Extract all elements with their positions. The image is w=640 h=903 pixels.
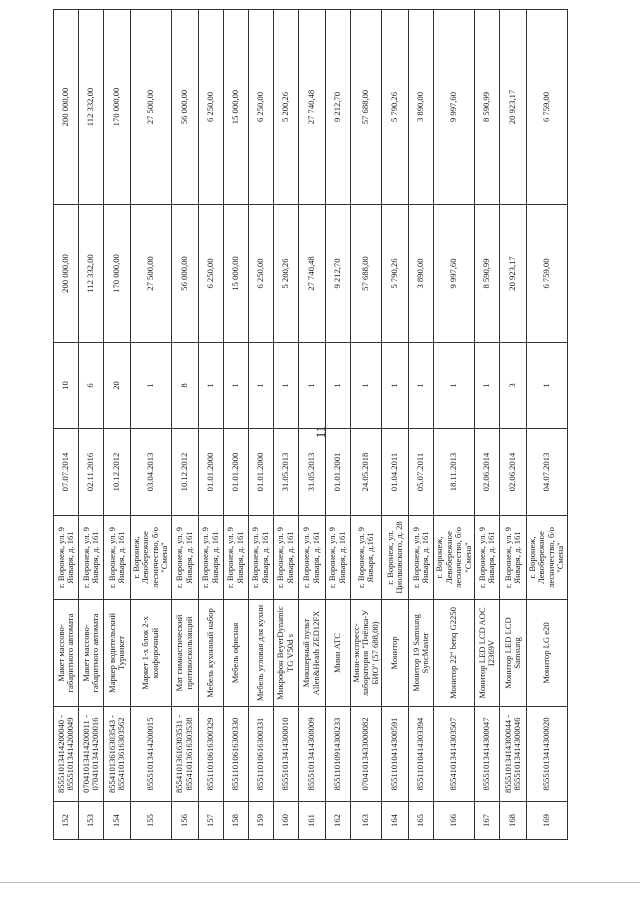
cell-price: 6 250,00 [198, 205, 223, 343]
cell-code: 07041013414200011 - 07041013414200016 [79, 707, 104, 802]
cell-address: г. Воронеж, ул. 9 Января, д. 161 [499, 516, 526, 600]
cell-date: 10.12.2012 [104, 429, 131, 516]
cell-num: 159 [248, 802, 273, 840]
cell-num: 169 [526, 802, 567, 840]
cell-name: Микрофон BeyerDynamic TG V50d s [273, 600, 298, 707]
cell-code: 85551013414300010 [273, 707, 298, 802]
cell-date: 01.04.2011 [382, 429, 409, 516]
cell-qty: 1 [198, 343, 223, 429]
cell-total: 200 000,00 [54, 10, 79, 205]
cell-address: г. Воронеж, Левобережное лесничество, б/о "Смена" [526, 516, 567, 600]
cell-date: 02.11.2016 [79, 429, 104, 516]
cell-qty: 1 [223, 343, 248, 429]
cell-qty: 1 [325, 343, 350, 429]
cell-address: г. Воронеж, ул. 9 Января, д.161 [350, 516, 381, 600]
table-row [79, 10, 104, 840]
cell-code: 07041013433000082 [350, 707, 381, 802]
cell-date: 05.07.2011 [409, 429, 434, 516]
cell-address: г. Воронеж, ул. 9 Января, д. 161 [171, 516, 198, 600]
cell-code: 85511010914300233 [325, 707, 350, 802]
cell-num: 164 [382, 802, 409, 840]
cell-code: 85511010616300330 [223, 707, 248, 802]
cell-address: г. Воронеж, Левобережное лесничество, б/о "Смена" [131, 516, 172, 600]
table-row [409, 10, 434, 840]
cell-date: 02.06.2014 [474, 429, 499, 516]
cell-price: 5 200,26 [273, 205, 298, 343]
cell-address: г. Воронеж, ул. Циолковского, д. 28 [382, 516, 409, 600]
cell-qty: 1 [298, 343, 325, 429]
cell-price: 57 688,00 [350, 205, 381, 343]
cell-qty: 1 [526, 343, 567, 429]
table-row [104, 10, 131, 840]
cell-code: 85511010616300329 [198, 707, 223, 802]
cell-total: 170 000,00 [104, 10, 131, 205]
cell-address: г. Воронеж, ул. 9 Января, д. 161 [325, 516, 350, 600]
cell-price: 6 759,00 [526, 205, 567, 343]
table-row [298, 10, 325, 840]
cell-date: 01.01.2000 [223, 429, 248, 516]
table-row [474, 10, 499, 840]
cell-name: Мини-экспресс-лаборатория "Пчёлка-У БИО" (57 688,00) [350, 600, 381, 707]
cell-total: 3 890,00 [409, 10, 434, 205]
cell-qty: 1 [350, 343, 381, 429]
cell-date: 24.05.2018 [350, 429, 381, 516]
cell-total: 6 250,00 [198, 10, 223, 205]
inventory-table [53, 9, 568, 840]
cell-address: г. Воронеж, ул. 9 Января, д. 161 [198, 516, 223, 600]
cell-price: 5 790,26 [382, 205, 409, 343]
table-row [526, 10, 567, 840]
cell-name: Монитор LED LCD AOC I2369V [474, 600, 499, 707]
table-row [499, 10, 526, 840]
cell-name: Монитор 19 Samsung SyncMaster [409, 600, 434, 707]
table-row [131, 10, 172, 840]
cell-qty: 1 [382, 343, 409, 429]
cell-name: Мебель кухонный набор [198, 600, 223, 707]
cell-price: 15 000,00 [223, 205, 248, 343]
cell-num: 168 [499, 802, 526, 840]
cell-qty: 20 [104, 343, 131, 429]
cell-qty: 1 [474, 343, 499, 429]
cell-qty: 3 [499, 343, 526, 429]
inventory-table-rotated [53, 10, 566, 840]
cell-total: 6 250,00 [248, 10, 273, 205]
cell-date: 01.01.2000 [248, 429, 273, 516]
cell-date: 02.06.2014 [499, 429, 526, 516]
cell-address: г. Воронеж, ул. 9 Января, д. 161 [298, 516, 325, 600]
cell-num: 166 [434, 802, 475, 840]
cell-name: Монитор LG e20 [526, 600, 567, 707]
cell-address: г. Воронеж, ул. 9 Января, д. 161 [54, 516, 79, 600]
table-row [223, 10, 248, 840]
cell-code: 85551013414300009 [298, 707, 325, 802]
table-row [325, 10, 350, 840]
cell-qty: 6 [79, 343, 104, 429]
cell-code: 85551013414200015 [131, 707, 172, 802]
cell-num: 160 [273, 802, 298, 840]
cell-num: 157 [198, 802, 223, 840]
table-row [434, 10, 475, 840]
cell-name: Маркер водительский Турникет [104, 600, 131, 707]
cell-code: 85551013414300044 - 85551013414300046 [499, 707, 526, 802]
cell-num: 161 [298, 802, 325, 840]
cell-date: 31.05.2013 [298, 429, 325, 516]
cell-num: 167 [474, 802, 499, 840]
cell-name: Макет массово-габаритного автомата [79, 600, 104, 707]
cell-address: г. Воронеж, ул. 9 Января, д. 161 [273, 516, 298, 600]
cell-qty: 1 [409, 343, 434, 429]
cell-qty: 10 [54, 343, 79, 429]
cell-total: 5 200,26 [273, 10, 298, 205]
cell-num: 158 [223, 802, 248, 840]
cell-price: 27 740,48 [298, 205, 325, 343]
cell-num: 154 [104, 802, 131, 840]
cell-code: 85511010616300331 [248, 707, 273, 802]
table-row [350, 10, 381, 840]
table-row [198, 10, 223, 840]
cell-total: 8 590,99 [474, 10, 499, 205]
page-number: 11 [313, 425, 328, 439]
cell-code: 85541013616303531 - 85541013616303538 [171, 707, 198, 802]
cell-date: 07.07.2014 [54, 429, 79, 516]
cell-code: 85551013414200040 - 85551013414200049 [54, 707, 79, 802]
table-row [248, 10, 273, 840]
cell-price: 6 250,00 [248, 205, 273, 343]
cell-address: г. Воронеж, ул. 9 Января, д. 161 [104, 516, 131, 600]
cell-qty: 1 [273, 343, 298, 429]
cell-total: 56 000,00 [171, 10, 198, 205]
cell-date: 10.12.2012 [171, 429, 198, 516]
cell-name: Монитор LED LCD Samsung [499, 600, 526, 707]
cell-total: 27 500,00 [131, 10, 172, 205]
cell-price: 56 000,00 [171, 205, 198, 343]
cell-address: г. Воронеж, ул. 9 Января, д. 161 [409, 516, 434, 600]
cell-num: 153 [79, 802, 104, 840]
cell-address: г. Воронеж, ул. 9 Января, д. 161 [248, 516, 273, 600]
cell-price: 20 923,17 [499, 205, 526, 343]
cell-date: 03.04.2013 [131, 429, 172, 516]
cell-total: 20 923,17 [499, 10, 526, 205]
cell-date: 04.07.2013 [526, 429, 567, 516]
cell-price: 9 997,60 [434, 205, 475, 343]
cell-code: 85551013414300020 [526, 707, 567, 802]
cell-qty: 8 [171, 343, 198, 429]
cell-name: Микшерный пульт Allen&Heath ZED12FX [298, 600, 325, 707]
cell-price: 112 332,00 [79, 205, 104, 343]
cell-total: 57 688,00 [350, 10, 381, 205]
cell-address: г. Воронеж, ул. 9 Января, д. 161 [223, 516, 248, 600]
table-row [273, 10, 298, 840]
cell-num: 162 [325, 802, 350, 840]
cell-total: 15 000,00 [223, 10, 248, 205]
cell-date: 01.01.2000 [198, 429, 223, 516]
cell-qty: 1 [434, 343, 475, 429]
cell-name: Мат гимнастический противоскользящий [171, 600, 198, 707]
cell-num: 156 [171, 802, 198, 840]
cell-name: Мебель офисная [223, 600, 248, 707]
cell-date: 31.05.2013 [273, 429, 298, 516]
cell-qty: 1 [248, 343, 273, 429]
cell-total: 6 759,00 [526, 10, 567, 205]
cell-name: Мебель угловая для кухни [248, 600, 273, 707]
cell-price: 8 590,99 [474, 205, 499, 343]
cell-price: 9 212,70 [325, 205, 350, 343]
cell-address: г. Воронеж, ул. 9 Января, д. 161 [79, 516, 104, 600]
cell-name: Монитор [382, 600, 409, 707]
cell-name: Макет массово-габаритного автомата [54, 600, 79, 707]
cell-name: Мини АТС [325, 600, 350, 707]
cell-num: 163 [350, 802, 381, 840]
cell-price: 27 500,00 [131, 205, 172, 343]
table-row [54, 10, 79, 840]
cell-code: 85541013414303507 [434, 707, 475, 802]
cell-total: 27 740,48 [298, 10, 325, 205]
cell-code: 85551013414300047 [474, 707, 499, 802]
cell-price: 170 000,00 [104, 205, 131, 343]
cell-address: г. Воронеж, ул. 9 Января, д. 161 [474, 516, 499, 600]
cell-code: 85511010414300591 [382, 707, 409, 802]
cell-date: 01.01.2001 [325, 429, 350, 516]
cell-total: 112 332,00 [79, 10, 104, 205]
cell-num: 152 [54, 802, 79, 840]
cell-total: 9 997,60 [434, 10, 475, 205]
cell-name: Маркет 1-х блок 2-х конфорочный [131, 600, 172, 707]
cell-qty: 1 [131, 343, 172, 429]
cell-address: г. Воронеж, Левобережное лесничество, б/о "Смена" [434, 516, 475, 600]
cell-code: 85511010414303394 [409, 707, 434, 802]
cell-total: 5 790,26 [382, 10, 409, 205]
cell-total: 9 212,70 [325, 10, 350, 205]
cell-code: 85541013616303543 - 85541013616303562 [104, 707, 131, 802]
cell-price: 3 890,00 [409, 205, 434, 343]
table-row [382, 10, 409, 840]
cell-name: Монитор 22" benq G2250 [434, 600, 475, 707]
cell-price: 200 000,00 [54, 205, 79, 343]
scan-edge-divider [0, 882, 640, 883]
cell-num: 165 [409, 802, 434, 840]
cell-date: 18.11.2013 [434, 429, 475, 516]
cell-num: 155 [131, 802, 172, 840]
table-row [171, 10, 198, 840]
